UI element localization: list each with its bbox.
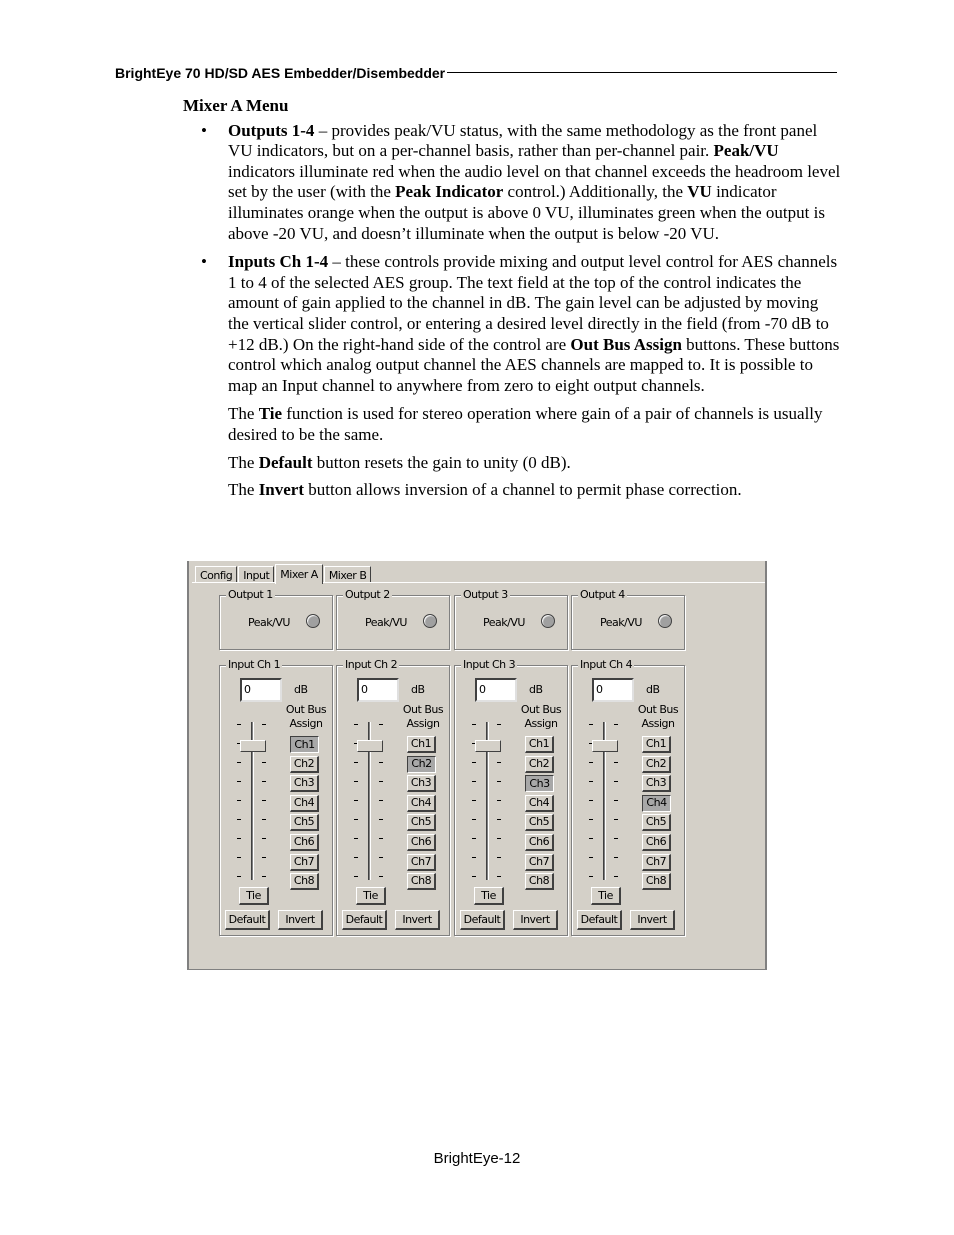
slider-tick xyxy=(497,857,501,858)
slider-tick xyxy=(614,781,618,782)
input-channel-group xyxy=(571,658,685,936)
slider-tick xyxy=(497,724,501,725)
section-title: Mixer A Menu xyxy=(183,96,289,115)
slider-tick xyxy=(237,762,241,763)
slider-tick xyxy=(614,876,618,877)
slider-tick xyxy=(589,857,593,858)
bold-term: Outputs 1-4 xyxy=(228,120,315,140)
out-bus-button-ch1[interactable]: Ch1 xyxy=(407,736,436,753)
slider-tick xyxy=(237,819,241,820)
input-channel-group xyxy=(336,658,450,936)
out-bus-button-ch2[interactable]: Ch2 xyxy=(407,756,436,773)
bold-term: Tie xyxy=(258,404,282,424)
out-bus-button-ch5[interactable]: Ch5 xyxy=(290,814,319,831)
text-run: button allows inversion of a channel to permit phase correction. xyxy=(304,480,742,500)
out-bus-button-ch3[interactable]: Ch3 xyxy=(290,775,319,792)
slider-tick xyxy=(379,819,383,820)
slider-tick xyxy=(589,762,593,763)
bullet-dot: • xyxy=(201,252,207,272)
peak-vu-indicator xyxy=(541,614,555,628)
bullet-dot: • xyxy=(201,120,207,140)
out-bus-button-ch2[interactable]: Ch2 xyxy=(525,756,554,773)
db-unit-label: dB xyxy=(529,683,543,696)
slider-tick xyxy=(589,819,593,820)
slider-tick xyxy=(237,857,241,858)
slider-tick xyxy=(262,762,266,763)
out-bus-button-ch1[interactable]: Ch1 xyxy=(525,736,554,753)
slider-tick xyxy=(497,800,501,801)
out-bus-button-ch4[interactable]: Ch4 xyxy=(642,795,671,812)
out-bus-button-ch1[interactable]: Ch1 xyxy=(642,736,671,753)
gain-input[interactable]: 0 xyxy=(475,678,517,702)
slider-tick xyxy=(237,800,241,801)
slider-tick xyxy=(614,800,618,801)
out-bus-button-ch5[interactable]: Ch5 xyxy=(525,814,554,831)
out-bus-button-ch4[interactable]: Ch4 xyxy=(407,795,436,812)
slider-tick xyxy=(262,800,266,801)
out-bus-button-ch6[interactable]: Ch6 xyxy=(290,834,319,851)
input-channel-group xyxy=(454,658,568,936)
slider-tick xyxy=(237,876,241,877)
slider-tick xyxy=(354,781,358,782)
gain-slider-thumb[interactable] xyxy=(592,740,618,752)
tab-config[interactable]: Config xyxy=(195,566,237,583)
mixer-a-screenshot xyxy=(187,561,767,970)
text-run: indicator illuminates orange when the output is above 0 VU, illuminates green when the output is above -20 VU, and doesn’t illuminate when the output is below -20 VU. xyxy=(228,182,825,243)
slider-tick xyxy=(262,857,266,858)
out-bus-button-ch8[interactable]: Ch8 xyxy=(407,873,436,890)
tie-button[interactable]: Tie xyxy=(239,887,269,905)
slider-tick xyxy=(614,819,618,820)
out-bus-button-ch2[interactable]: Ch2 xyxy=(290,756,319,773)
slider-tick xyxy=(262,781,266,782)
out-bus-button-ch7[interactable]: Ch7 xyxy=(525,854,554,871)
out-bus-assign-label: Out Bus Assign xyxy=(520,703,562,730)
bold-term: Invert xyxy=(258,480,305,500)
out-bus-button-ch8[interactable]: Ch8 xyxy=(525,873,554,890)
output-group-title: Output 2 xyxy=(345,588,390,601)
page-number: BrightEye-12 xyxy=(433,1150,521,1167)
output-group-title: Output 4 xyxy=(580,588,625,601)
document-body xyxy=(183,96,843,508)
output-group xyxy=(336,588,450,650)
slider-tick xyxy=(354,819,358,820)
out-bus-button-ch6[interactable]: Ch6 xyxy=(642,834,671,851)
slider-tick xyxy=(497,838,501,839)
paragraph-list xyxy=(183,404,843,500)
slider-tick xyxy=(262,876,266,877)
slider-tick xyxy=(589,781,593,782)
invert-button[interactable]: Invert xyxy=(395,910,440,930)
output-group xyxy=(219,588,333,650)
bold-term: Inputs Ch 1-4 xyxy=(228,252,329,272)
gain-input[interactable]: 0 xyxy=(357,678,399,702)
gain-input[interactable]: 0 xyxy=(240,678,282,702)
slider-tick xyxy=(614,838,618,839)
slider-tick xyxy=(262,724,266,725)
slider-tick xyxy=(472,857,476,858)
out-bus-button-ch7[interactable]: Ch7 xyxy=(290,854,319,871)
slider-tick xyxy=(237,781,241,782)
output-group xyxy=(454,588,568,650)
slider-tick xyxy=(262,838,266,839)
bold-term: VU xyxy=(687,182,712,202)
out-bus-button-ch6[interactable]: Ch6 xyxy=(407,834,436,851)
out-bus-button-ch4[interactable]: Ch4 xyxy=(290,795,319,812)
slider-tick xyxy=(497,762,501,763)
slider-tick xyxy=(237,724,241,725)
slider-tick xyxy=(472,838,476,839)
peak-vu-label: Peak/VU xyxy=(600,616,642,629)
slider-tick xyxy=(614,762,618,763)
peak-vu-indicator xyxy=(423,614,437,628)
slider-tick xyxy=(497,819,501,820)
output-group-title: Output 3 xyxy=(463,588,508,601)
running-header xyxy=(115,63,837,83)
bold-term: Default xyxy=(258,452,313,472)
tie-button[interactable]: Tie xyxy=(591,887,621,905)
gain-slider-thumb[interactable] xyxy=(240,740,266,752)
out-bus-button-ch5[interactable]: Ch5 xyxy=(407,814,436,831)
slider-tick xyxy=(237,838,241,839)
peak-vu-indicator xyxy=(658,614,672,628)
gain-slider-thumb[interactable] xyxy=(475,740,501,752)
slider-tick xyxy=(497,876,501,877)
slider-tick xyxy=(472,781,476,782)
slider-tick xyxy=(354,838,358,839)
bold-term: Peak Indicator xyxy=(395,182,504,202)
tab-mixer-b[interactable]: Mixer B xyxy=(324,566,372,583)
mixer-a-tab-body xyxy=(192,582,765,966)
paragraph xyxy=(183,480,843,501)
slider-tick xyxy=(354,724,358,725)
text-run: The xyxy=(228,404,259,424)
slider-tick xyxy=(379,800,383,801)
bold-term: Peak/VU xyxy=(713,141,779,161)
slider-tick xyxy=(379,762,383,763)
out-bus-button-ch7[interactable]: Ch7 xyxy=(642,854,671,871)
out-bus-assign-label: Out Bus Assign xyxy=(285,703,327,730)
text-run: – provides peak/VU status, with the same methodology as the front panel VU indicators, but on a per-channel basis, rather than per-channel pair. xyxy=(228,120,818,161)
text-run: control.) Additionally, the xyxy=(503,182,688,202)
input-group-title: Input Ch 1 xyxy=(228,658,281,671)
tie-button[interactable]: Tie xyxy=(356,887,386,905)
slider-tick xyxy=(472,762,476,763)
slider-tick xyxy=(354,857,358,858)
peak-vu-label: Peak/VU xyxy=(365,616,407,629)
text-run: buttons. These buttons control which analog output channel the AES channels are mapped to. It is possible to map an Input channel to anywhere from zero to eight output channels. xyxy=(228,334,840,395)
text-run: indicators illuminate red when the audio level on that channel exceeds the headroom level set by the user (with the xyxy=(228,161,841,202)
gain-slider-thumb[interactable] xyxy=(357,740,383,752)
slider-tick xyxy=(472,800,476,801)
invert-button[interactable]: Invert xyxy=(630,910,675,930)
input-group-title: Input Ch 3 xyxy=(463,658,516,671)
text-run: The xyxy=(228,452,259,472)
slider-tick xyxy=(589,724,593,725)
input-channel-group xyxy=(219,658,333,936)
header-rule xyxy=(447,72,837,73)
slider-tick xyxy=(262,819,266,820)
input-group-title: Input Ch 4 xyxy=(580,658,633,671)
db-unit-label: dB xyxy=(294,683,308,696)
slider-tick xyxy=(379,876,383,877)
out-bus-button-ch1[interactable]: Ch1 xyxy=(290,736,319,753)
out-bus-button-ch2[interactable]: Ch2 xyxy=(642,756,671,773)
tab-mixer-a[interactable]: Mixer A xyxy=(275,564,323,584)
text-run: function is used for stereo operation where gain of a pair of channels is usually desired to be the same. xyxy=(228,404,823,444)
out-bus-button-ch3[interactable]: Ch3 xyxy=(642,775,671,792)
out-bus-button-ch5[interactable]: Ch5 xyxy=(642,814,671,831)
slider-tick xyxy=(354,876,358,877)
out-bus-button-ch4[interactable]: Ch4 xyxy=(525,795,554,812)
tab-bar xyxy=(195,563,372,583)
out-bus-button-ch3[interactable]: Ch3 xyxy=(525,775,554,792)
slider-tick xyxy=(379,781,383,782)
slider-tick xyxy=(379,857,383,858)
slider-tick xyxy=(379,724,383,725)
text-run: The xyxy=(228,480,259,500)
invert-button[interactable]: Invert xyxy=(278,910,323,930)
out-bus-button-ch3[interactable]: Ch3 xyxy=(407,775,436,792)
bullet-item xyxy=(183,252,843,396)
slider-tick xyxy=(497,781,501,782)
slider-tick xyxy=(472,724,476,725)
bullet-list xyxy=(183,121,843,397)
bullet-item xyxy=(183,121,843,245)
output-group xyxy=(571,588,685,650)
slider-tick xyxy=(472,876,476,877)
tie-button[interactable]: Tie xyxy=(474,887,504,905)
peak-vu-label: Peak/VU xyxy=(483,616,525,629)
default-button[interactable]: Default xyxy=(342,910,387,930)
default-button[interactable]: Default xyxy=(225,910,270,930)
out-bus-assign-label: Out Bus Assign xyxy=(402,703,444,730)
db-unit-label: dB xyxy=(646,683,660,696)
bold-term: Out Bus Assign xyxy=(570,334,682,354)
text-run: – these controls provide mixing and output level control for AES channels 1 to 4 of the selected AES group. The text field at the top of the control indicates the amount of gain applied to the channel in dB. The gain level can be adjusted by moving the vertical slider control, or entering a desired level directly in the field (from -70 dB to +12 dB.) On the right-hand side of the control are xyxy=(228,252,838,354)
paragraph xyxy=(183,453,843,474)
out-bus-button-ch8[interactable]: Ch8 xyxy=(290,873,319,890)
slider-tick xyxy=(614,724,618,725)
slider-tick xyxy=(354,800,358,801)
output-group-title: Output 1 xyxy=(228,588,273,601)
out-bus-button-ch8[interactable]: Ch8 xyxy=(642,873,671,890)
out-bus-button-ch6[interactable]: Ch6 xyxy=(525,834,554,851)
paragraph xyxy=(183,404,843,445)
tab-input[interactable]: Input xyxy=(238,566,274,583)
peak-vu-label: Peak/VU xyxy=(248,616,290,629)
default-button[interactable]: Default xyxy=(460,910,505,930)
default-button[interactable]: Default xyxy=(577,910,622,930)
out-bus-button-ch7[interactable]: Ch7 xyxy=(407,854,436,871)
slider-tick xyxy=(589,838,593,839)
slider-tick xyxy=(354,762,358,763)
out-bus-assign-label: Out Bus Assign xyxy=(637,703,679,730)
slider-tick xyxy=(614,857,618,858)
slider-tick xyxy=(472,819,476,820)
slider-tick xyxy=(589,876,593,877)
gain-input[interactable]: 0 xyxy=(592,678,634,702)
slider-tick xyxy=(379,838,383,839)
input-group-title: Input Ch 2 xyxy=(345,658,398,671)
text-run: button resets the gain to unity (0 dB). xyxy=(312,452,571,472)
slider-tick xyxy=(589,800,593,801)
db-unit-label: dB xyxy=(411,683,425,696)
peak-vu-indicator xyxy=(306,614,320,628)
header-title: BrightEye 70 HD/SD AES Embedder/Disembedder xyxy=(115,65,446,81)
invert-button[interactable]: Invert xyxy=(513,910,558,930)
